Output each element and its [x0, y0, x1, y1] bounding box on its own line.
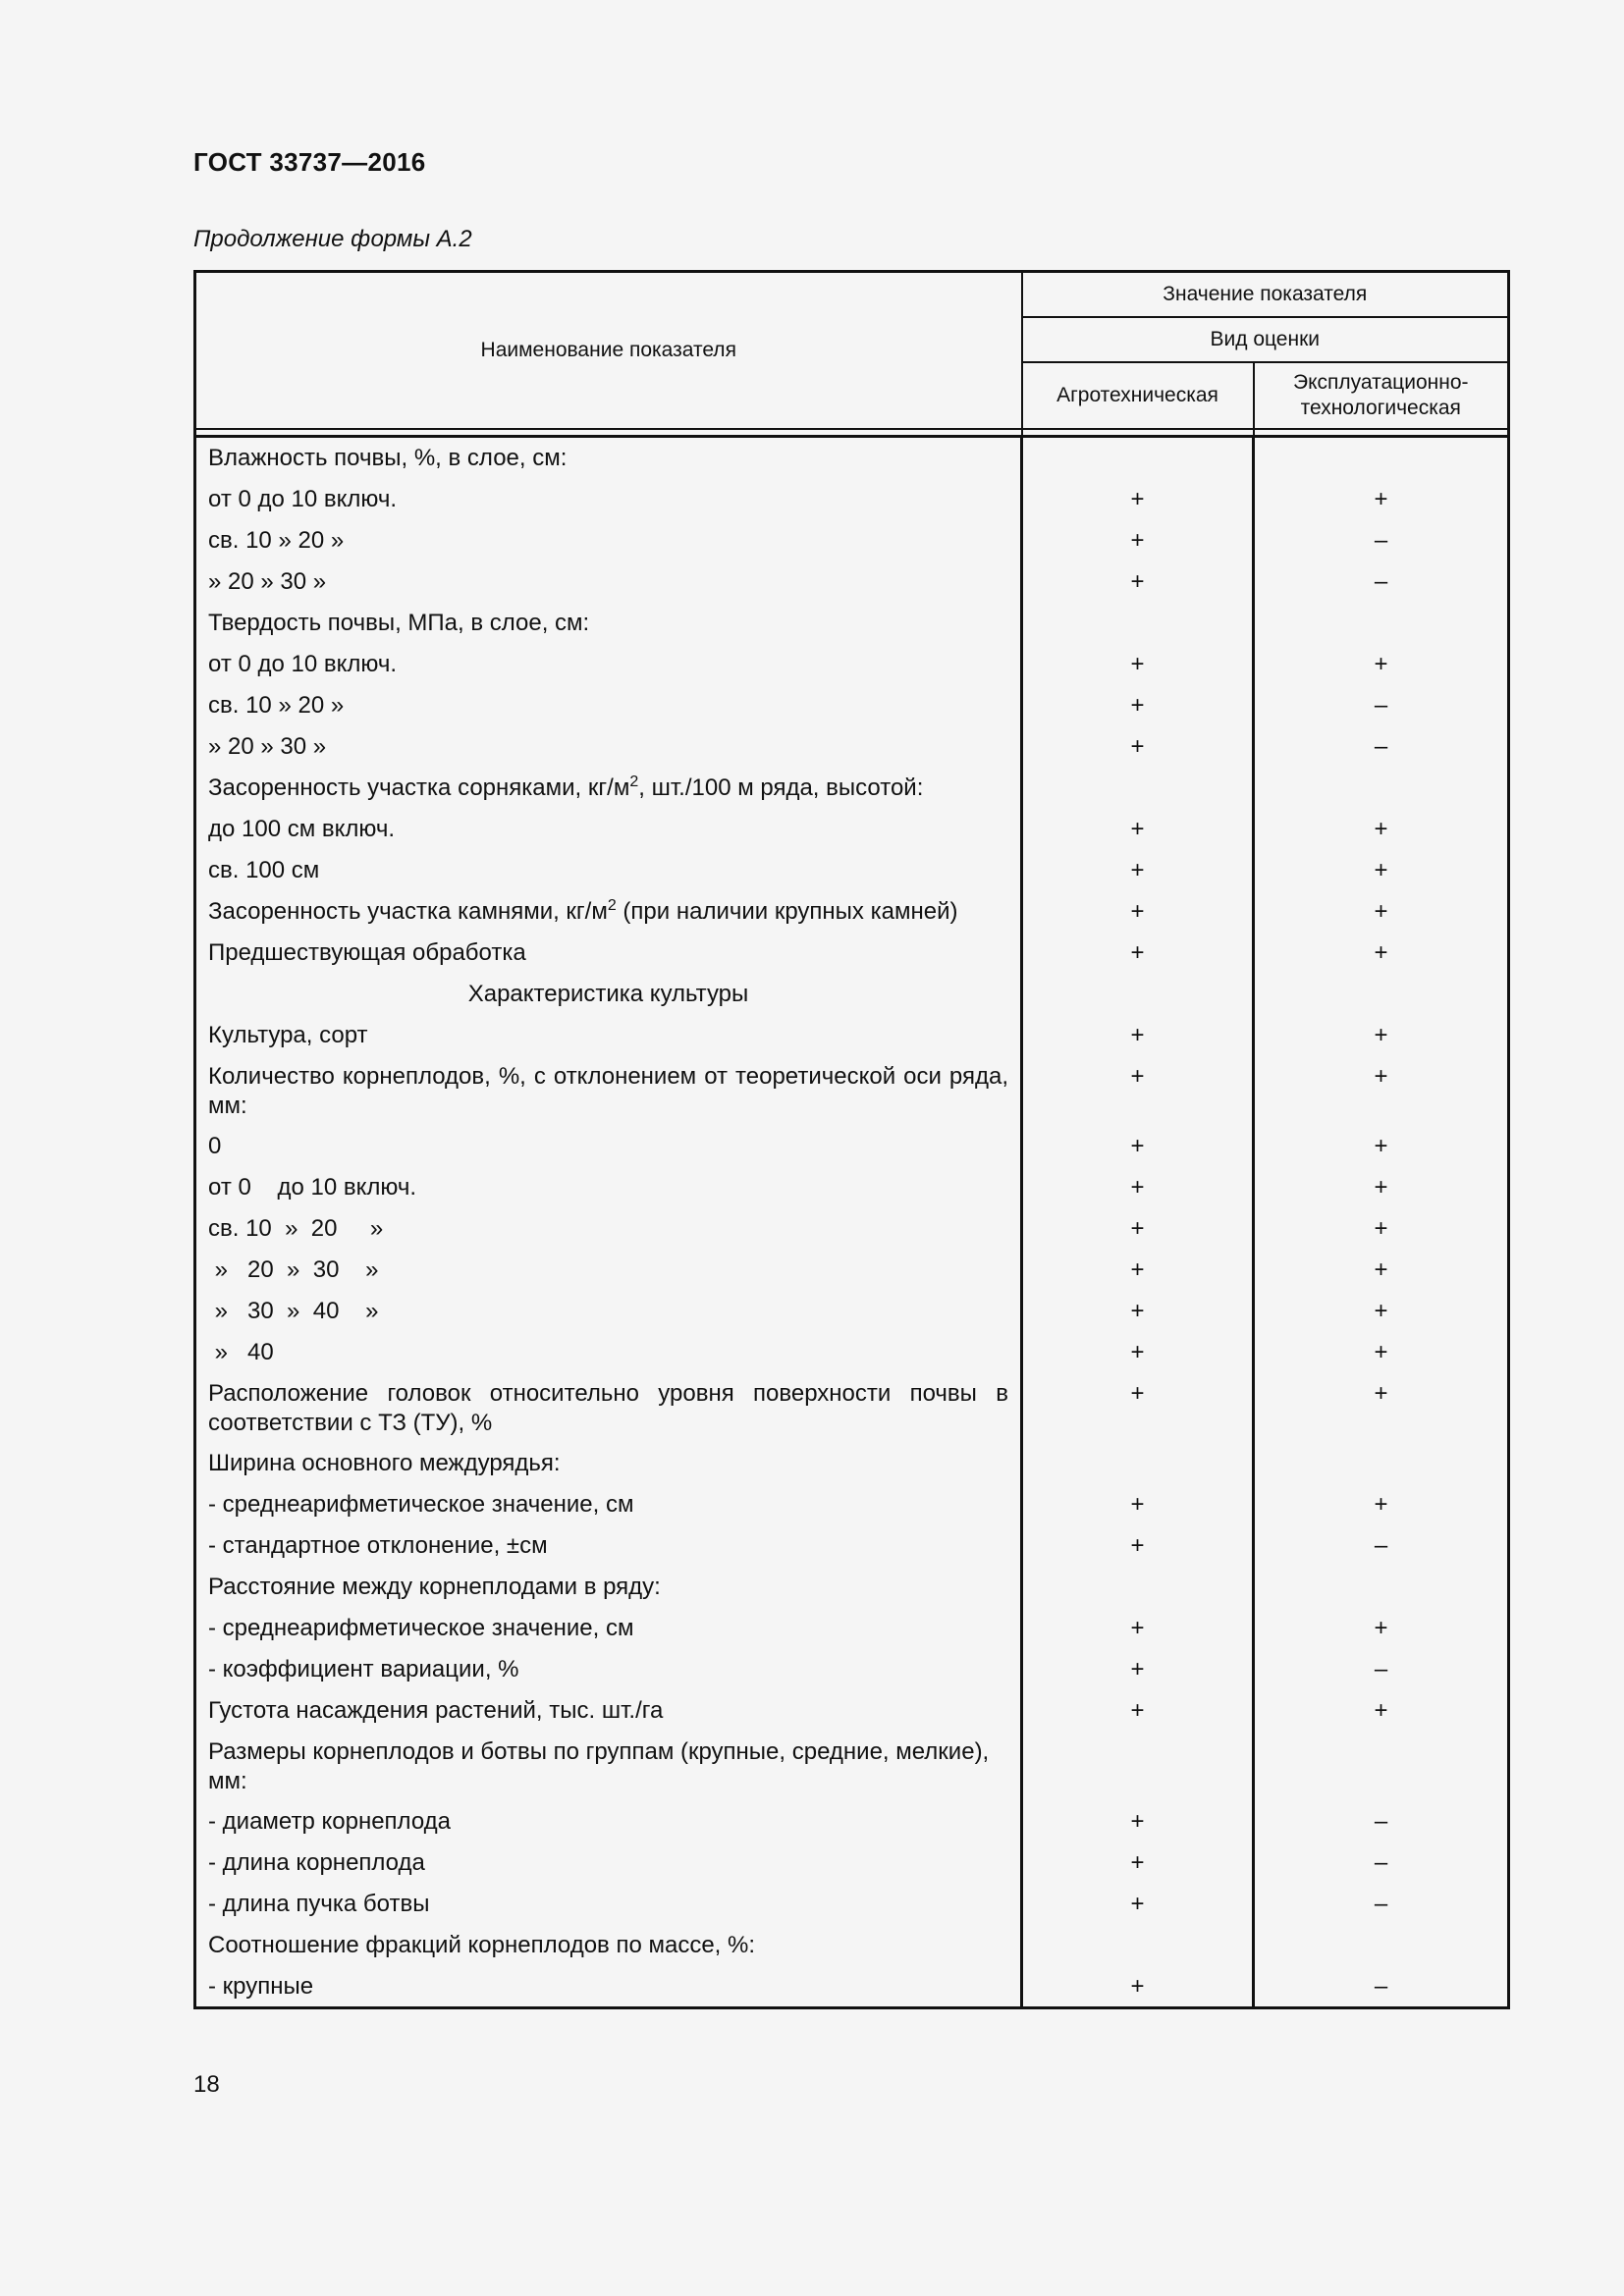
indicator-name — [195, 1250, 1022, 1291]
indicator-name — [195, 1167, 1022, 1208]
col-header-expl — [1254, 362, 1509, 429]
indicator-name — [195, 1884, 1022, 1925]
indicator-name-text: - длина корнеплода — [208, 1849, 425, 1876]
table-row — [195, 809, 1509, 850]
indicator-name-text: св. 10 » 20 » — [208, 527, 345, 554]
table-row — [195, 891, 1509, 933]
expl-mark: + — [1254, 1332, 1509, 1373]
indicator-name-text: - длина пучка ботвы — [208, 1891, 430, 1917]
standard-id: ГОСТ 33737—2016 — [193, 147, 426, 177]
table-row — [195, 1732, 1509, 1801]
indicator-name-text: » 20 » 30 » — [208, 1256, 379, 1283]
expl-mark: + — [1254, 850, 1509, 891]
indicator-name-text: св. 10 » 20 » — [208, 1215, 384, 1242]
indicator-name-text: Расстояние между корнеплодами в ряду: — [208, 1574, 661, 1600]
indicator-name-text: - коэффициент вариации, % — [208, 1656, 519, 1682]
indicator-name — [195, 1608, 1022, 1649]
indicator-name — [195, 768, 1022, 809]
expl-mark: + — [1254, 891, 1509, 933]
indicator-name-text: » 20 » 30 » — [208, 733, 327, 760]
col-header-expl-line1: Эксплуатационно- — [1293, 371, 1469, 394]
indicator-name-text: Густота насаждения растений, тыс. шт./га — [208, 1697, 664, 1724]
expl-mark: – — [1254, 1649, 1509, 1690]
table-row — [195, 1443, 1509, 1484]
col-header-kind: Вид оценки — [1022, 317, 1509, 362]
expl-mark: – — [1254, 1801, 1509, 1842]
indicator-name-text: от 0 до 10 включ. — [208, 486, 398, 512]
agro-mark: + — [1022, 1015, 1254, 1056]
expl-mark: + — [1254, 1250, 1509, 1291]
indicator-name — [195, 809, 1022, 850]
indicator-name — [195, 1126, 1022, 1167]
table-row — [195, 1690, 1509, 1732]
expl-mark: – — [1254, 520, 1509, 561]
indicator-name-text: св. 10 » 20 » — [208, 692, 345, 719]
agro-mark: + — [1022, 1525, 1254, 1567]
indicator-name — [195, 1291, 1022, 1332]
indicator-name-text: от 0 до 10 включ. — [208, 1174, 417, 1201]
indicator-name-text: » 20 » 30 » — [208, 568, 327, 595]
indicator-name — [195, 685, 1022, 726]
indicator-name-text: Расположение головок относительно уровня поверхности почвы в соответствии с ТЗ (ТУ), % — [208, 1380, 1008, 1436]
agro-mark: + — [1022, 1801, 1254, 1842]
indicator-name — [195, 1801, 1022, 1842]
indicator-name-text: до 100 см включ. — [208, 816, 396, 842]
indicator-name — [195, 1373, 1022, 1443]
agro-mark: + — [1022, 561, 1254, 603]
expl-mark: + — [1254, 479, 1509, 520]
agro-mark: + — [1022, 520, 1254, 561]
expl-mark: + — [1254, 1291, 1509, 1332]
table-row — [195, 1208, 1509, 1250]
agro-mark: + — [1022, 1167, 1254, 1208]
col-header-expl-line2: технологическая — [1300, 397, 1461, 419]
expl-mark: + — [1254, 809, 1509, 850]
table-row — [195, 1250, 1509, 1291]
table-row — [195, 850, 1509, 891]
agro-mark: + — [1022, 1608, 1254, 1649]
indicator-name-text: Влажность почвы, %, в слое, см: — [208, 445, 568, 471]
unit-exponent: 2 — [629, 774, 639, 790]
table-row — [195, 1801, 1509, 1842]
table-row — [195, 685, 1509, 726]
table-row — [195, 437, 1509, 480]
indicator-name — [195, 644, 1022, 685]
table-row — [195, 1056, 1509, 1126]
indicator-name — [195, 479, 1022, 520]
agro-mark — [1022, 603, 1254, 644]
indicator-name — [195, 891, 1022, 933]
indicator-name — [195, 437, 1022, 480]
table-row — [195, 726, 1509, 768]
table-row — [195, 644, 1509, 685]
indicator-name-text: Твердость почвы, МПа, в слое, см: — [208, 610, 590, 636]
page-number: 18 — [193, 2071, 220, 2098]
expl-mark: + — [1254, 644, 1509, 685]
agro-mark: + — [1022, 1649, 1254, 1690]
expl-mark — [1254, 768, 1509, 809]
agro-mark: + — [1022, 1126, 1254, 1167]
expl-mark: – — [1254, 561, 1509, 603]
expl-mark — [1254, 603, 1509, 644]
indicator-name-text: Характеристика культуры — [467, 981, 749, 1007]
indicator-name — [195, 561, 1022, 603]
agro-mark — [1022, 1567, 1254, 1608]
expl-mark — [1254, 974, 1509, 1015]
indicator-name — [195, 1690, 1022, 1732]
indicator-name — [195, 603, 1022, 644]
table-row — [195, 1567, 1509, 1608]
expl-mark — [1254, 1732, 1509, 1801]
table-row — [195, 1291, 1509, 1332]
expl-mark: + — [1254, 1126, 1509, 1167]
agro-mark: + — [1022, 1291, 1254, 1332]
col-header-name: Наименование показателя — [195, 272, 1022, 430]
indicator-name-text: Ширина основного междурядья: — [208, 1450, 561, 1476]
indicator-name-text: Предшествующая обработка — [208, 939, 526, 966]
expl-mark — [1254, 437, 1509, 480]
indicator-name-text: - крупные — [208, 1973, 314, 2000]
expl-mark: – — [1254, 685, 1509, 726]
agro-mark: + — [1022, 1056, 1254, 1126]
table-row — [195, 1484, 1509, 1525]
agro-mark: + — [1022, 850, 1254, 891]
indicator-name — [195, 1056, 1022, 1126]
indicator-name-text: Культура, сорт — [208, 1022, 368, 1048]
indicator-name — [195, 1966, 1022, 2008]
table-row — [195, 1373, 1509, 1443]
col-header-agro: Агротехническая — [1022, 362, 1254, 429]
indicator-name-part: Засоренность участка камнями, кг/м — [208, 898, 608, 925]
indicator-name — [195, 1732, 1022, 1801]
expl-mark: + — [1254, 1608, 1509, 1649]
agro-mark — [1022, 437, 1254, 480]
indicator-name — [195, 1484, 1022, 1525]
expl-mark: – — [1254, 1842, 1509, 1884]
indicator-name — [195, 933, 1022, 974]
indicator-name-text: - среднеарифметическое значение, см — [208, 1615, 634, 1641]
table-row — [195, 1332, 1509, 1373]
table-row — [195, 1015, 1509, 1056]
table-row — [195, 1649, 1509, 1690]
indicator-name-text: - среднеарифметическое значение, см — [208, 1491, 634, 1518]
indicator-name — [195, 1925, 1022, 1966]
expl-mark — [1254, 1925, 1509, 1966]
agro-mark: + — [1022, 809, 1254, 850]
expl-mark: + — [1254, 1690, 1509, 1732]
indicator-name-text: св. 100 см — [208, 857, 320, 883]
continuation-caption: Продолжение формы А.2 — [193, 226, 472, 252]
table-row — [195, 520, 1509, 561]
agro-mark: + — [1022, 1966, 1254, 2008]
table-row — [195, 1966, 1509, 2008]
indicator-name — [195, 1842, 1022, 1884]
expl-mark: + — [1254, 1167, 1509, 1208]
indicator-name-text: - диаметр корнеплода — [208, 1808, 451, 1835]
agro-mark: + — [1022, 1250, 1254, 1291]
indicator-name — [195, 1525, 1022, 1567]
expl-mark: + — [1254, 1484, 1509, 1525]
agro-mark: + — [1022, 891, 1254, 933]
table-body — [195, 437, 1509, 2008]
indicator-name-text: от 0 до 10 включ. — [208, 651, 398, 677]
unit-exponent: 2 — [607, 897, 617, 914]
indicator-name-part: (при наличии крупных камней) — [616, 898, 958, 925]
table-row — [195, 1126, 1509, 1167]
table-row — [195, 1167, 1509, 1208]
indicator-name-text: » 30 » 40 » — [208, 1298, 379, 1324]
agro-mark: + — [1022, 1842, 1254, 1884]
expl-mark: – — [1254, 1884, 1509, 1925]
indicator-name — [195, 726, 1022, 768]
indicator-name — [195, 1649, 1022, 1690]
expl-mark — [1254, 1567, 1509, 1608]
table-row — [195, 1525, 1509, 1567]
indicator-name — [195, 1015, 1022, 1056]
expl-mark: + — [1254, 933, 1509, 974]
indicator-name-text: Количество корнеплодов, %, с отклонением от теоретической оси ряда, мм: — [208, 1063, 1008, 1119]
expl-mark: + — [1254, 1056, 1509, 1126]
indicator-name-text: 0 — [208, 1133, 222, 1159]
expl-mark: + — [1254, 1015, 1509, 1056]
agro-mark: + — [1022, 644, 1254, 685]
indicator-name-text: Соотношение фракций корнеплодов по массе, %: — [208, 1932, 756, 1958]
col-header-value: Значение показателя — [1022, 272, 1509, 318]
expl-mark: + — [1254, 1373, 1509, 1443]
agro-mark: + — [1022, 1690, 1254, 1732]
indicator-name — [195, 1567, 1022, 1608]
indicator-name-part: Засоренность участка сорняками, кг/м — [208, 774, 630, 801]
indicator-name-text: Размеры корнеплодов и ботвы по группам (крупные, средние, мелкие), мм: — [208, 1738, 990, 1794]
indicators-table — [193, 270, 1510, 2009]
table-row — [195, 603, 1509, 644]
indicator-name-text: - стандартное отклонение, ±см — [208, 1532, 548, 1559]
expl-mark: – — [1254, 726, 1509, 768]
table-row — [195, 1608, 1509, 1649]
table-row — [195, 1884, 1509, 1925]
agro-mark — [1022, 1732, 1254, 1801]
table-row — [195, 768, 1509, 809]
expl-mark: + — [1254, 1208, 1509, 1250]
table-row — [195, 1842, 1509, 1884]
agro-mark — [1022, 974, 1254, 1015]
table-row — [195, 933, 1509, 974]
indicator-name — [195, 850, 1022, 891]
expl-mark — [1254, 1443, 1509, 1484]
indicator-name — [195, 520, 1022, 561]
indicator-name — [195, 1443, 1022, 1484]
indicator-name — [195, 1332, 1022, 1373]
agro-mark: + — [1022, 1373, 1254, 1443]
indicator-name-text: » 40 — [208, 1339, 274, 1365]
agro-mark — [1022, 1443, 1254, 1484]
indicator-name — [195, 974, 1022, 1015]
agro-mark: + — [1022, 726, 1254, 768]
table-row — [195, 1925, 1509, 1966]
agro-mark: + — [1022, 1208, 1254, 1250]
table-row — [195, 479, 1509, 520]
agro-mark: + — [1022, 479, 1254, 520]
expl-mark: – — [1254, 1966, 1509, 2008]
agro-mark: + — [1022, 933, 1254, 974]
agro-mark — [1022, 768, 1254, 809]
table-row — [195, 974, 1509, 1015]
agro-mark: + — [1022, 1884, 1254, 1925]
table-row — [195, 561, 1509, 603]
agro-mark: + — [1022, 1332, 1254, 1373]
indicator-name-part: , шт./100 м ряда, высотой: — [638, 774, 924, 801]
expl-mark: – — [1254, 1525, 1509, 1567]
indicator-name — [195, 1208, 1022, 1250]
agro-mark — [1022, 1925, 1254, 1966]
agro-mark: + — [1022, 685, 1254, 726]
agro-mark: + — [1022, 1484, 1254, 1525]
